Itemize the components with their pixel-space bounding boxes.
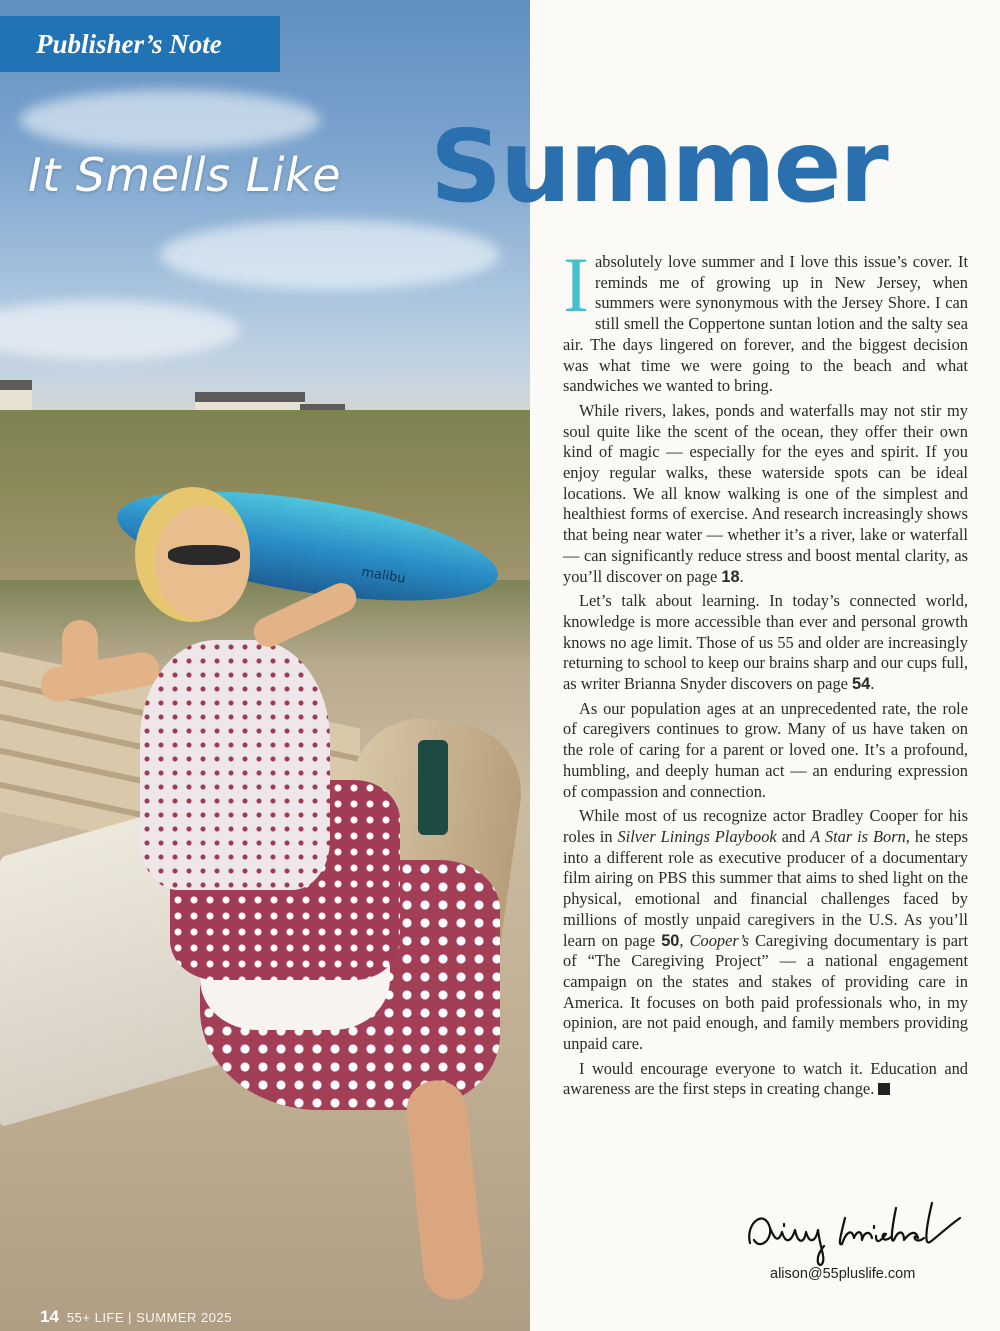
page-folio: [40, 1307, 232, 1327]
paragraph-4: As our population ages at an unprecedented rate, the role of caregivers continues to grow. Many of us have taken on the role of caring for a parent or loved one. It’s a profound, humbling, and deeply human act — an enduring expression of compassion and connection.: [563, 698, 968, 801]
paragraph-5: While most of us recognize actor Bradley Cooper for his roles in Silver Linings Playbook and A Star is Born, he steps into a different role as executive producer of a documentary film airing on PBS this summer that aims to shed light on the physical, emotional and financial challenges faced by millions of mostly unpaid caregivers in the U.S. As you’ll learn on page 50, Cooper’s Caregiving documentary is part of “The Caregiving Project” — a national engagement campaign on the states and stakes of providing care in America. It focuses on both paid professionals who, in my opinion, are not paid enough, and family members providing unpaid care.: [563, 806, 969, 1054]
documentary-title: Cooper’s: [689, 930, 750, 950]
cloud-shape: [20, 90, 320, 150]
woman-leg: [404, 1077, 487, 1302]
magazine-issue: 55+ LIFE | SUMMER 2025: [66, 1310, 232, 1325]
publisher-email: alison@55pluslife.com: [770, 1266, 916, 1282]
headline-bold: Summer: [430, 108, 887, 225]
section-badge: Publisher’s Note: [0, 16, 280, 72]
film-title: Silver Linings Playbook: [617, 826, 777, 846]
paragraph-2: While rivers, lakes, ponds and waterfalls may not stir my soul quite like the scent of the ocean, they offer their own kind of magic — especially for the eyes and spirit. If you enjoy regular walks, these waterside spots can be ideal locations. We all know walking is one of the simplest and healthiest forms of exercise. And research increasingly shows that being near water — whether it’s a river, lake or waterfall — can significantly reduce stress and boost mental clarity, as you’ll discover on page 18.: [563, 400, 968, 586]
sunglasses: [168, 545, 240, 565]
film-title: A Star is Born: [810, 826, 906, 846]
end-mark-icon: [878, 1083, 890, 1095]
drop-cap: I: [563, 241, 589, 328]
paragraph-6: I would encourage everyone to watch it. Education and awareness are the first steps in creating change.: [563, 1058, 968, 1099]
article-body: [563, 241, 969, 1104]
page-reference: 18: [721, 567, 740, 586]
cloud-shape: [0, 300, 240, 360]
water-bottle: [418, 740, 448, 835]
page-reference: 50: [661, 931, 680, 950]
handwritten-signature: [740, 1188, 975, 1268]
paragraph-1: I absolutely love summer and I love this issue’s cover. It reminds me of growing up in New Jersey, when summers were synonymous with the Jersey Shore. I can still smell the Coppertone suntan lotion and the salty sea air. The days lingered on forever, and the biggest decision was what time we were going to the beach and what sandwiches we wanted to bring.: [563, 241, 968, 396]
cloud-shape: [160, 220, 500, 290]
headline-light: It Smells Like: [28, 148, 342, 202]
paragraph-3: Let’s talk about learning. In today’s connected world, knowledge is more accessible than ever and personal growth knows no age limit. Those of us 55 and older are increasingly returning to school to keep our brains sharp and our cups full, as writer Brianna Snyder discovers on page 54.: [563, 591, 968, 694]
page-reference: 54: [852, 675, 871, 694]
woman-hand-peace: [62, 620, 98, 680]
dress-bodice: [140, 640, 330, 890]
kayak-brand-text: malibu: [360, 564, 407, 587]
page-number: 14: [40, 1307, 59, 1326]
